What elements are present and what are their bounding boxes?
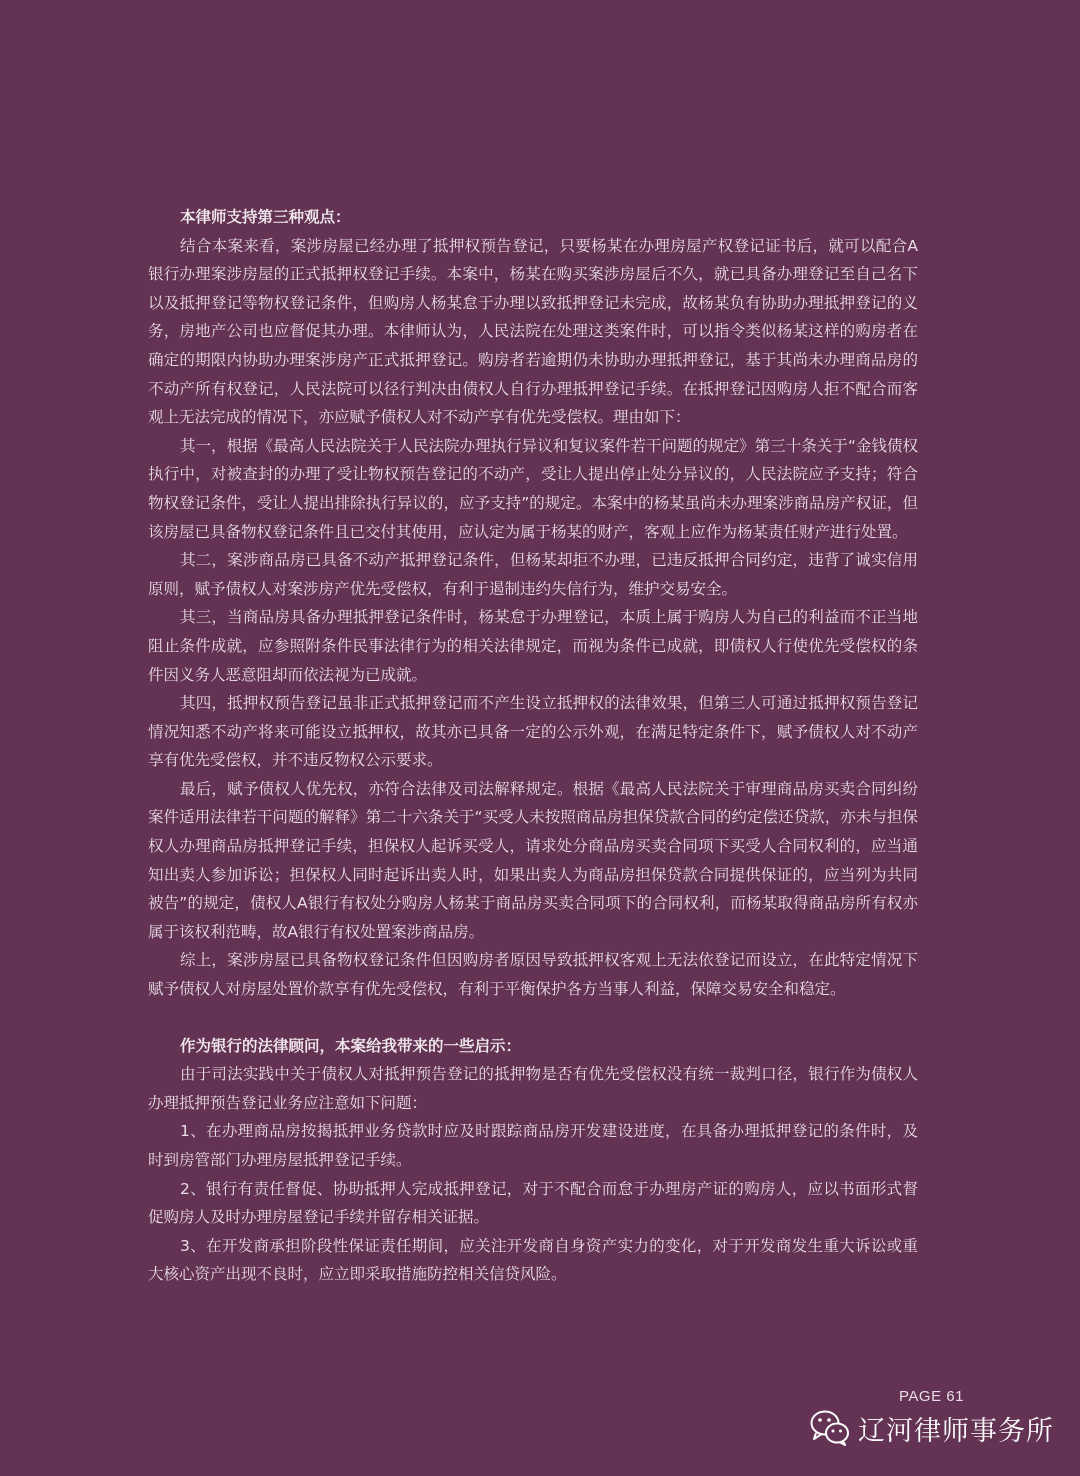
paragraph: 其二，案涉商品房已具备不动产抵押登记条件，但杨某却拒不办理，已违反抵押合同约定，违背了诚实信用原则，赋予债权人对案涉房产优先受偿权，有利于遏制违约失信行为，维护交易安全。: [148, 551, 918, 598]
list-item: 1、在办理商品房按揭抵押业务贷款时应及时跟踪商品房开发建设进度，在具备办理抵押登记的条件时，及时到房管部门办理房屋抵押登记手续。: [148, 1122, 918, 1169]
paragraph: 其一，根据《最高人民法院关于人民法院办理执行异议和复议案件若干问题的规定》第三十条关于“金钱债权执行中，对被查封的办理了受让物权预告登记的不动产，受让人提出停止处分异议的，人民法院应予支持；符合物权登记条件，受让人提出排除执行异议的，应予支持”的规定。本案中的杨某虽尚未办理案涉商品房产权证，但该房屋已具备物权登记条件且已交付其使用，应认定为属于杨某的财产，客观上应作为杨某责任财产进行处置。: [148, 436, 918, 541]
paragraph: 其三，当商品房具备办理抵押登记条件时，杨某怠于办理登记，本质上属于购房人为自己的利益而不正当地阻止条件成就，应参照附条件民事法律行为的相关法律规定，而视为条件已成就，即债权人行使优先受偿权的条件因义务人恶意阻却而依法视为已成就。: [148, 608, 918, 684]
wechat-icon: [810, 1410, 850, 1446]
paragraph: 结合本案来看，案涉房屋已经办理了抵押权预告登记，只要杨某在办理房屋产权登记证书后，就可以配合A银行办理案涉房屋的正式抵押权登记手续。本案中，杨某在购买案涉房屋后不久，就已具备办理登记至自己名下以及抵押登记等物权登记条件，但购房人杨某怠于办理以致抵押登记未完成，故杨某负有协助办理抵押登记的义务，房地产公司也应督促其办理。本律师认为，人民法院在处理这类案件时，可以指令类似杨某这样的购房者在确定的期限内协助办理案涉房产正式抵押登记。购房者若逾期仍未协助办理抵押登记，基于其尚未办理商品房的不动产所有权登记，人民法院可以径行判决由债权人自行办理抵押登记手续。在抵押登记因购房人拒不配合而客观上无法完成的情况下，亦应赋予债权人对不动产享有优先受偿权。理由如下：: [148, 236, 918, 427]
paragraph: 最后，赋予债权人优先权，亦符合法律及司法解释规定。根据《最高人民法院关于审理商品房买卖合同纠纷案件适用法律若干问题的解释》第二十六条关于“买受人未按照商品房担保贷款合同的约定偿还贷款，亦未与担保权人办理商品房抵押登记手续，担保权人起诉买受人，请求处分商品房买卖合同项下买受人合同权利的，应当通知出卖人参加诉讼；担保权人同时起诉出卖人时，如果出卖人为商品房担保贷款合同提供保证的，应当列为共同被告”的规定，债权人A银行有权处分购房人杨某于商品房买卖合同项下的合同权利，而杨某取得商品房所有权亦属于该权利范畴，故A银行有权处置案涉商品房。: [148, 779, 918, 941]
footer-brand: [810, 1405, 1054, 1451]
paragraph: 其四，抵押权预告登记虽非正式抵押登记而不产生设立抵押权的法律效果，但第三人可通过抵押权预告登记情况知悉不动产将来可能设立抵押权，故其亦已具备一定的公示外观，在满足特定条件下，赋予债权人对不动产享有优先受偿权，并不违反物权公示要求。: [148, 694, 918, 770]
list-item: 3、在开发商承担阶段性保证责任期间，应关注开发商自身资产实力的变化，对于开发商发生重大诉讼或重大核心资产出现不良时，应立即采取措施防控相关信贷风险。: [148, 1236, 918, 1284]
section-heading-viewpoint: 本律师支持第三种观点：: [180, 208, 351, 226]
section-heading-insights: 作为银行的法律顾问，本案给我带来的一些启示：: [180, 1036, 522, 1055]
paragraph: 由于司法实践中关于债权人对抵押预告登记的抵押物是否有优先受偿权没有统一裁判口径，银行作为债权人办理抵押预告登记业务应注意如下问题：: [148, 1065, 918, 1112]
section-spacer: [148, 1004, 918, 1032]
brand-name: 辽河律师事务所: [858, 1415, 1054, 1447]
article-body: [148, 203, 918, 1289]
paragraph: 综上，案涉房屋已具备物权登记条件但因购房者原因导致抵押权客观上无法依登记而设立，在此特定情况下赋予债权人对房屋处置价款享有优先受偿权，有利于平衡保护各方当事人利益，保障交易安全和稳定。: [148, 951, 918, 999]
list-item: 2、银行有责任督促、协助抵押人完成抵押登记，对于不配合而怠于办理房产证的购房人，应以书面形式督促购房人及时办理房屋登记手续并留存相关证据。: [148, 1179, 918, 1227]
page-number: PAGE 61: [899, 1388, 964, 1405]
